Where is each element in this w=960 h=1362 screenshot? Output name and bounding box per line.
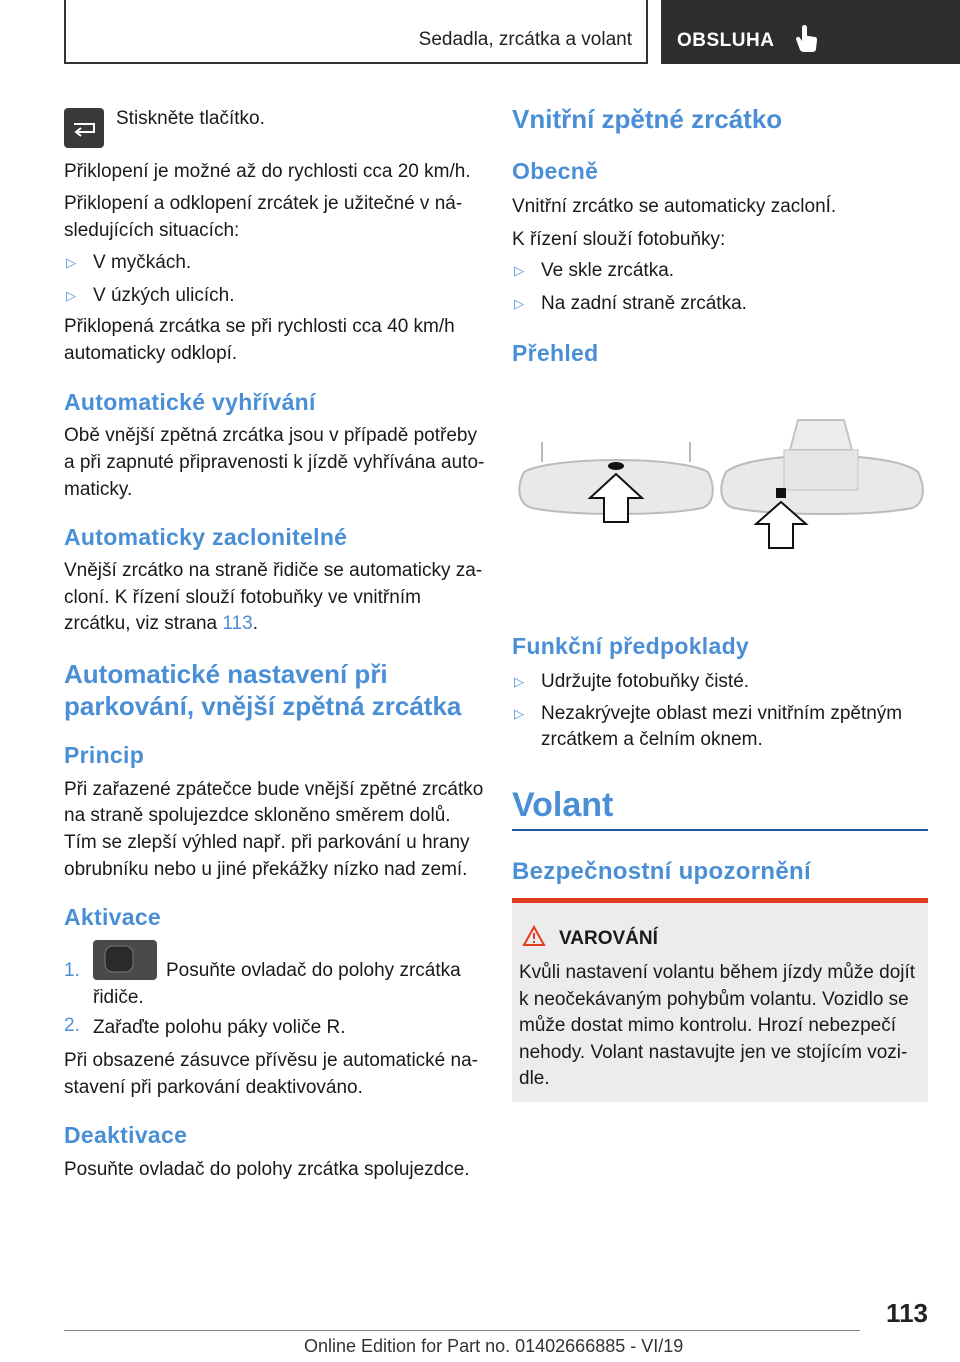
paragraph: Tím se zlepší výhled např. při parkování u hrany: [64, 832, 470, 853]
mirror-switch-icon: [93, 940, 157, 980]
heading-parking: Automatické nastavení při: [64, 659, 388, 689]
list-item: Posuňte ovladač do polohy zrcátka: [166, 960, 461, 981]
heading-deactivation: Deaktivace: [64, 1122, 188, 1148]
list-item: V úzkých ulicích.: [93, 285, 235, 306]
warning-text: nehody. Volant nastavujte jen ve stojícím vozi‐: [519, 1042, 908, 1063]
warning-text: k neočekávaným pohybům volantu. Vozidlo se: [519, 989, 909, 1010]
heading-inner-mirror: Vnitřní zpětné zrcátko: [512, 104, 783, 134]
heading-activation: Aktivace: [64, 904, 162, 930]
paragraph: Při zařazené zpátečce bude vnější zpětné zrcátko: [64, 779, 484, 800]
mirror-housing: [790, 420, 852, 450]
list-item: Na zadní straně zrcátka.: [541, 293, 747, 314]
warning-triangle-icon: [522, 925, 546, 947]
paragraph: Přiklopení a odklopení zrcátek je užitečné v ná‐: [64, 193, 463, 214]
heading-heating: Automatické vyhřívání: [64, 389, 316, 415]
paragraph: K řízení slouží fotobuňky:: [512, 229, 726, 250]
triangle-bullet-icon: ▷: [514, 263, 524, 278]
page-link[interactable]: 113: [222, 613, 253, 634]
paragraph: na straně spolujezdce skloněno směrem dolů.: [64, 805, 451, 826]
paragraph: cloní. K řízení slouží fotobuňky ve vnitřním: [64, 587, 421, 608]
sensor-housing: [784, 450, 858, 490]
warning-text: může dostat mimo kontrolu. Hrozí nebezpečí: [519, 1015, 897, 1036]
list-item: Zařaďte polohu páky voliče R.: [93, 1017, 346, 1038]
paragraph: automaticky odklopí.: [64, 343, 238, 364]
list-item: Nezakrývejte oblast mezi vnitřním zpětným: [541, 703, 903, 724]
photocell-rear: [776, 488, 786, 498]
paragraph: [64, 610, 258, 637]
paragraph: obrubníku nebo u jiné překážky nízko nad zemí.: [64, 859, 468, 880]
heading-safety: Bezpečnostní upozornění: [512, 858, 811, 885]
header-tab-label: OBSLUHA: [677, 30, 775, 51]
warning-text: Kvůli nastavení volantu během jízdy může dojít: [519, 962, 916, 983]
step-number: 1.: [64, 960, 80, 981]
list-item: řidiče.: [93, 987, 144, 1008]
press-button-text: Stiskněte tlačítko.: [116, 108, 265, 129]
hand-pointer-icon: [793, 25, 819, 53]
photocell-front: [608, 462, 624, 470]
step-number: 2.: [64, 1015, 80, 1036]
triangle-bullet-icon: ▷: [514, 296, 524, 311]
heading-functional: Funkční předpoklady: [512, 633, 750, 659]
triangle-bullet-icon: ▷: [514, 674, 524, 689]
footer-edition: Online Edition for Part no. 01402666885 - VI/19: [304, 1336, 684, 1356]
warning-text: dle.: [519, 1068, 550, 1089]
triangle-bullet-icon: ▷: [514, 706, 524, 721]
triangle-bullet-icon: ▷: [66, 288, 76, 303]
triangle-bullet-icon: ▷: [66, 255, 76, 270]
paragraph: Posuňte ovladač do polohy zrcátka spolujezdce.: [64, 1159, 470, 1180]
paragraph: Obě vnější zpětná zrcátka jsou v případě potřeby: [64, 425, 477, 446]
warning-box: [512, 898, 928, 1102]
paragraph: stavení při parkování deaktivováno.: [64, 1077, 363, 1098]
text: .: [252, 613, 258, 634]
list-item: Ve skle zrcátka.: [541, 260, 675, 281]
list-item: Udržujte fotobuňky čisté.: [541, 671, 750, 692]
header-section-title: Sedadla, zrcátka a volant: [418, 29, 632, 50]
list-item: V myčkách.: [93, 252, 192, 273]
paragraph: Vnitřní zrcátko se automaticky zaclonÍ.: [512, 196, 837, 217]
heading-principle: Princip: [64, 742, 145, 768]
paragraph: maticky.: [64, 479, 133, 500]
warning-title: VAROVÁNÍ: [559, 928, 658, 949]
heading-parking: parkování, vnější zpětná zrcátka: [64, 691, 462, 721]
heading-general: Obecně: [512, 158, 599, 184]
page-header: [64, 0, 960, 66]
header-frame: [64, 0, 648, 64]
paragraph: Přiklopená zrcátka se při rychlosti cca 40 km/h: [64, 316, 455, 337]
paragraph: a při zapnuté připravenosti k jízdě vyhřívána auto‐: [64, 452, 485, 473]
paragraph: sledujících situacích:: [64, 220, 240, 241]
text: zrcátku, viz strana: [64, 613, 223, 634]
heading-steering: Volant: [512, 786, 614, 824]
paragraph: Přiklopení je možné až do rychlosti cca 20 km/h.: [64, 161, 471, 182]
heading-overview: Přehled: [512, 340, 599, 366]
header-tab: [661, 0, 960, 64]
heading-dimming: Automaticky zaclonitelné: [64, 524, 348, 550]
mirror-fold-button-icon: [64, 108, 104, 148]
list-item: zrcátkem a čelním oknem.: [541, 729, 763, 750]
paragraph: Vnější zrcátko na straně řidiče se automaticky za‐: [64, 560, 483, 581]
page-number: 113: [886, 1298, 928, 1328]
footer-rule: [64, 1330, 860, 1331]
paragraph: Při obsazené zásuvce přívěsu je automatické na‐: [64, 1050, 478, 1071]
mirror-illustration: [512, 410, 928, 570]
heading-rule: [512, 829, 928, 831]
